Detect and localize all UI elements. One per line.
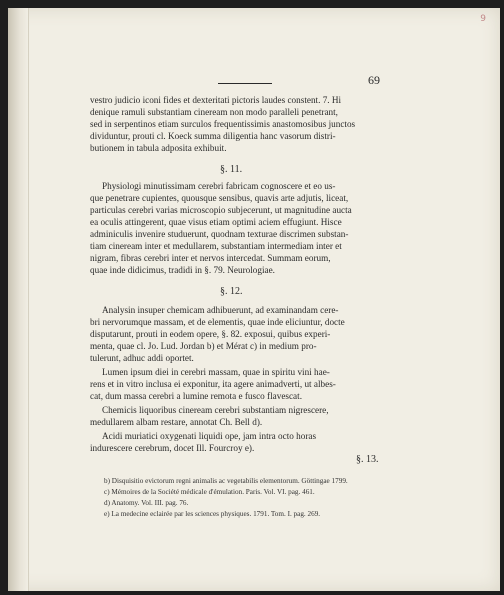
text-line: quae inde didicimus, tradidi in §. 79. Neurologiae. [90, 265, 275, 275]
footnote-b: b) Disquisitio evictorum regni animalis ac vegetabilis elementorum. Göttingae 1799. [104, 477, 348, 485]
text-line: denique ramuli substantiam cineream non modo paralleli penetrant, [90, 107, 338, 117]
text-line: medullarem albam restare, annotat Ch. Bell d). [90, 417, 263, 427]
text-line: bri nervorumque massam, et de elementis, quae inde eliciuntur, docte [90, 317, 345, 327]
paragraph-acidi [90, 430, 390, 454]
section-heading-13: §. 13. [356, 454, 379, 465]
text-line: tiam cineream inter et medullarem, substantiam intermediam inter et [90, 241, 342, 251]
text-line: dividuntur, prouti cl. Koeck summa diligentia hanc vasorum distri- [90, 131, 336, 141]
text-line: ea oculis attingerent, quae visus etiam optimi aciem effugiunt. Hisce [90, 217, 342, 227]
text-line: vestro judicio iconi fides et dexteritati pictoris laudes constent. 7. Hi [90, 95, 342, 105]
paragraph-continued [90, 94, 390, 154]
corner-mark: 9 [480, 14, 486, 24]
section-heading-11: §. 11. [220, 164, 243, 175]
text-line: particulas cerebri varias microscopio subjecerunt, ut magnitudine aucta [90, 205, 352, 215]
text-line: adminiculis invenire studuerunt, quodnam texturae discrimen substan- [90, 229, 349, 239]
section-heading-12: §. 12. [220, 286, 243, 297]
header-rule [218, 83, 272, 84]
text-line: rens et in vitro inclusa ei exponitur, ita agere animadverti, ut albes- [90, 379, 336, 389]
page-number: 69 [368, 73, 380, 87]
text-line: Analysin insuper chemicam adhibuerunt, ad examinandam cere- [102, 305, 339, 315]
text-line: Physiologi minutissimam cerebri fabricam cognoscere et eo us- [102, 181, 336, 191]
book-page [8, 8, 500, 591]
text-line: Acidi muriatici oxygenati liquidi ope, jam intra octo horas [102, 431, 317, 441]
text-line: que penetrare cupientes, quousque sensibus, quavis arte adjutis, liceat, [90, 193, 349, 203]
footnote-e: e) La medecine eclairée par les sciences physiques. 1791. Tom. I. pag. 269. [104, 510, 321, 518]
text-line: tulerunt, adhuc addi oportet. [90, 353, 194, 363]
text-line: butionem in tabula adposita exhibuit. [90, 143, 227, 153]
text-line: disputarunt, prouti in eodem opere, §. 82. exposui, quibus experi- [90, 329, 331, 339]
footnote-d: d) Anatomy. Vol. III. pag. 76. [104, 499, 189, 507]
paragraph-analysin [90, 304, 390, 364]
text-line: Chemicis liquoribus cineream cerebri substantiam nigrescere, [102, 405, 329, 415]
footnote-c: c) Mémoires de la Société médicale d'émulation. Paris. Vol. VI. pag. 461. [104, 488, 315, 496]
paragraph-lumen [90, 366, 390, 402]
text-line: cat, dum massa cerebri a lumine remota e fusco flavescat. [90, 391, 302, 401]
paragraph-chemicis [90, 404, 390, 428]
text-line: sed in serpentinos etiam surculos frequentissimis anastomosibus junctos [90, 119, 356, 129]
text-line: Lumen ipsum diei in cerebri massam, quae in spiritu vini hae- [102, 367, 330, 377]
page-gutter [8, 8, 29, 591]
text-line: menta, quae cl. Jo. Lud. Jordan b) et Mérat c) in medium pro- [90, 341, 317, 351]
text-line: nigram, fibras cerebri inter et nervos intercedat. Summam eorum, [90, 253, 331, 263]
paragraph-physiologi [90, 180, 390, 276]
footnotes [104, 476, 404, 520]
text-line: indurescere cerebrum, docet Ill. Fourcroy e). [90, 443, 255, 453]
